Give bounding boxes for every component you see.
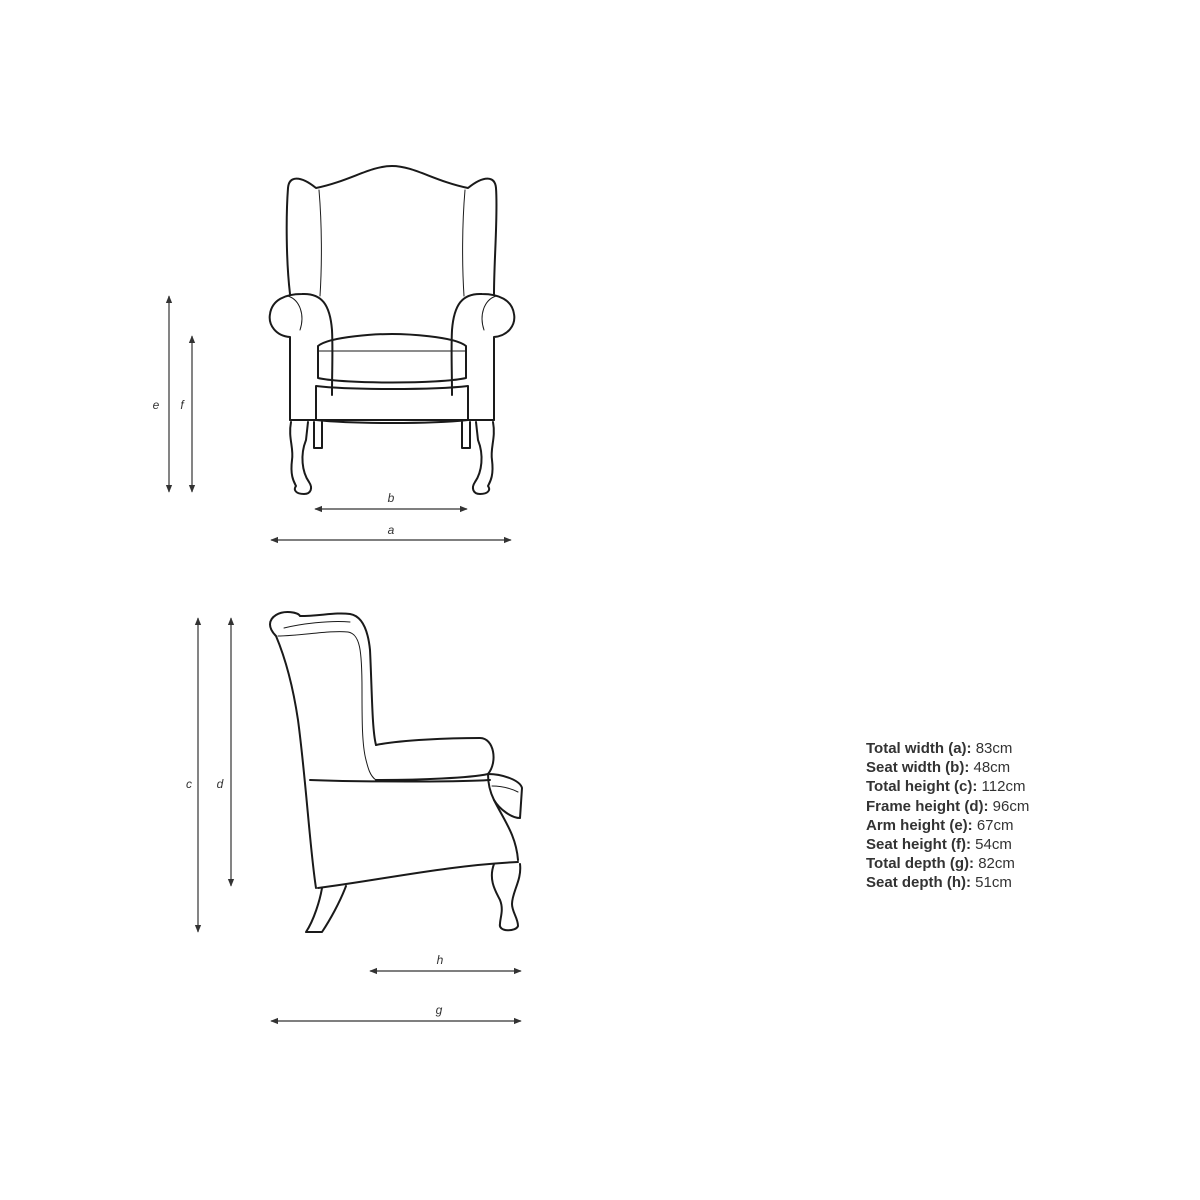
side-base-curve <box>318 862 518 888</box>
spec-row <box>866 816 1029 835</box>
spec-row <box>866 777 1029 796</box>
front-back-outline <box>287 166 497 294</box>
side-body-front <box>494 800 518 860</box>
front-right-leg <box>473 422 494 494</box>
dimension-label-g: g <box>435 1003 443 1017</box>
front-left-leg <box>290 422 311 494</box>
dimension-label-d: d <box>216 777 224 791</box>
spec-label: Total depth (g): <box>866 855 975 873</box>
chair-front-view <box>270 166 515 494</box>
spec-label: Arm height (e): <box>866 816 973 834</box>
front-rail <box>316 386 468 423</box>
spec-row <box>866 873 1029 892</box>
spec-value: 112cm <box>981 778 1026 796</box>
dimension-label-e: e <box>152 398 160 412</box>
spec-row <box>866 835 1029 854</box>
dimension-label-b: b <box>387 491 395 505</box>
front-seat-cushion <box>318 334 466 383</box>
dimension-lines <box>153 296 521 1021</box>
side-wing-inner <box>278 632 366 760</box>
spec-value: 67cm <box>976 816 1014 834</box>
front-right-arm-scroll <box>482 296 496 330</box>
dimension-label-a: a <box>387 523 395 537</box>
spec-value: 48cm <box>973 759 1011 777</box>
spec-row <box>866 854 1029 873</box>
side-seat-front <box>488 774 522 818</box>
dimension-label-c: c <box>186 777 192 791</box>
side-back-leg <box>306 886 346 932</box>
front-right-back-leg <box>462 422 470 448</box>
spec-label: Seat depth (h): <box>866 874 971 892</box>
chair-side-view <box>270 612 522 932</box>
front-left-back-leg <box>314 422 322 448</box>
spec-row <box>866 758 1029 777</box>
spec-value: 83cm <box>975 740 1013 757</box>
front-left-wing-inner <box>319 190 321 296</box>
spec-row <box>866 797 1029 816</box>
spec-label: Total height (c): <box>866 778 978 796</box>
side-wing-fold <box>284 621 350 628</box>
spec-value: 96cm <box>992 797 1030 815</box>
spec-value: 54cm <box>975 836 1012 854</box>
spec-label: Seat height (f): <box>866 836 971 854</box>
front-right-wing-inner <box>463 190 465 296</box>
spec-label: Seat width (b): <box>866 759 970 777</box>
dimension-label-f: f <box>180 398 184 412</box>
front-left-arm-scroll <box>288 296 302 330</box>
spec-label: Total width (a): <box>866 740 972 757</box>
spec-value: 51cm <box>975 874 1012 892</box>
side-front-leg <box>492 864 520 930</box>
dimension-spec-list <box>866 739 1029 893</box>
dimension-label-h: h <box>436 953 444 967</box>
spec-value: 82cm <box>978 855 1015 873</box>
side-arm-inner <box>366 760 376 780</box>
spec-label: Frame height (d): <box>866 797 989 815</box>
side-arm-pad <box>376 738 494 780</box>
side-seat-front-inner <box>492 786 518 792</box>
spec-row <box>866 739 1029 758</box>
